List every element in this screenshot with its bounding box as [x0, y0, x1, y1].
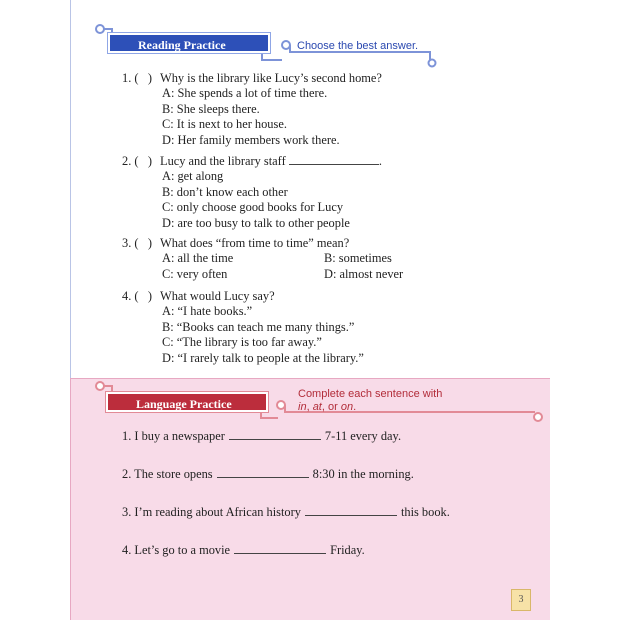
question-stem: What would Lucy say?: [160, 289, 275, 303]
answer-blank[interactable]: [229, 429, 321, 440]
option: D: almost never: [324, 266, 404, 281]
question-number[interactable]: 1. ( ): [122, 71, 152, 85]
option: C: very often: [162, 266, 228, 281]
question-4: [122, 289, 364, 366]
answer-blank[interactable]: [234, 543, 326, 554]
option: A: all the time: [162, 251, 234, 266]
option: A: She spends a lot of time there.: [162, 86, 328, 101]
option: B: She sleeps there.: [162, 101, 260, 116]
sentence-4: 4. Let’s go to a movie Friday.: [122, 543, 365, 557]
question-3: [122, 236, 486, 282]
language-practice-title: Language Practice: [106, 392, 268, 412]
option: C: “The library is too far away.”: [162, 335, 322, 350]
answer-blank[interactable]: [217, 467, 309, 478]
question-stem: Why is the library like Lucy’s second home?: [160, 71, 382, 85]
sentence-3: 3. I’m reading about African history this book.: [122, 505, 450, 519]
question-stem: Lucy and the library staff: [160, 154, 286, 168]
question-1: [122, 71, 382, 148]
question-number[interactable]: 2. ( ): [122, 154, 152, 168]
language-instruction: Complete each sentence with in, at, or on.: [298, 388, 443, 413]
option: C: It is next to her house.: [162, 117, 287, 132]
page-number: 3: [511, 589, 531, 611]
reading-instruction: Choose the best answer.: [297, 40, 419, 52]
question-stem: What does “from time to time” mean?: [160, 236, 350, 250]
option: A: “I hate books.”: [162, 304, 253, 319]
option: D: “I rarely talk to people at the library.”: [162, 350, 364, 365]
sentence-1: 1. I buy a newspaper 7-11 every day.: [122, 429, 402, 443]
question-2: 2. ( ) Lucy and the library staff . A: get along B: don’t know each other C: only choose good books for Lucy D: are too busy to talk to other people: [122, 154, 382, 230]
option: B: don’t know each other: [162, 184, 288, 199]
option: A: get along: [162, 169, 224, 184]
option: C: only choose good books for Lucy: [162, 200, 344, 215]
question-number[interactable]: 4. ( ): [122, 289, 152, 303]
sentence-2: 2. The store opens 8:30 in the morning.: [122, 467, 414, 481]
answer-blank[interactable]: [305, 505, 397, 516]
reading-practice-title: Reading Practice: [108, 33, 270, 53]
question-number[interactable]: 3. ( ): [122, 236, 152, 250]
option: B: sometimes: [324, 251, 392, 266]
option: D: are too busy to talk to other people: [162, 215, 350, 230]
answer-blank[interactable]: [289, 154, 379, 165]
option: D: Her family members work there.: [162, 132, 340, 147]
option: B: “Books can teach me many things.”: [162, 319, 355, 334]
